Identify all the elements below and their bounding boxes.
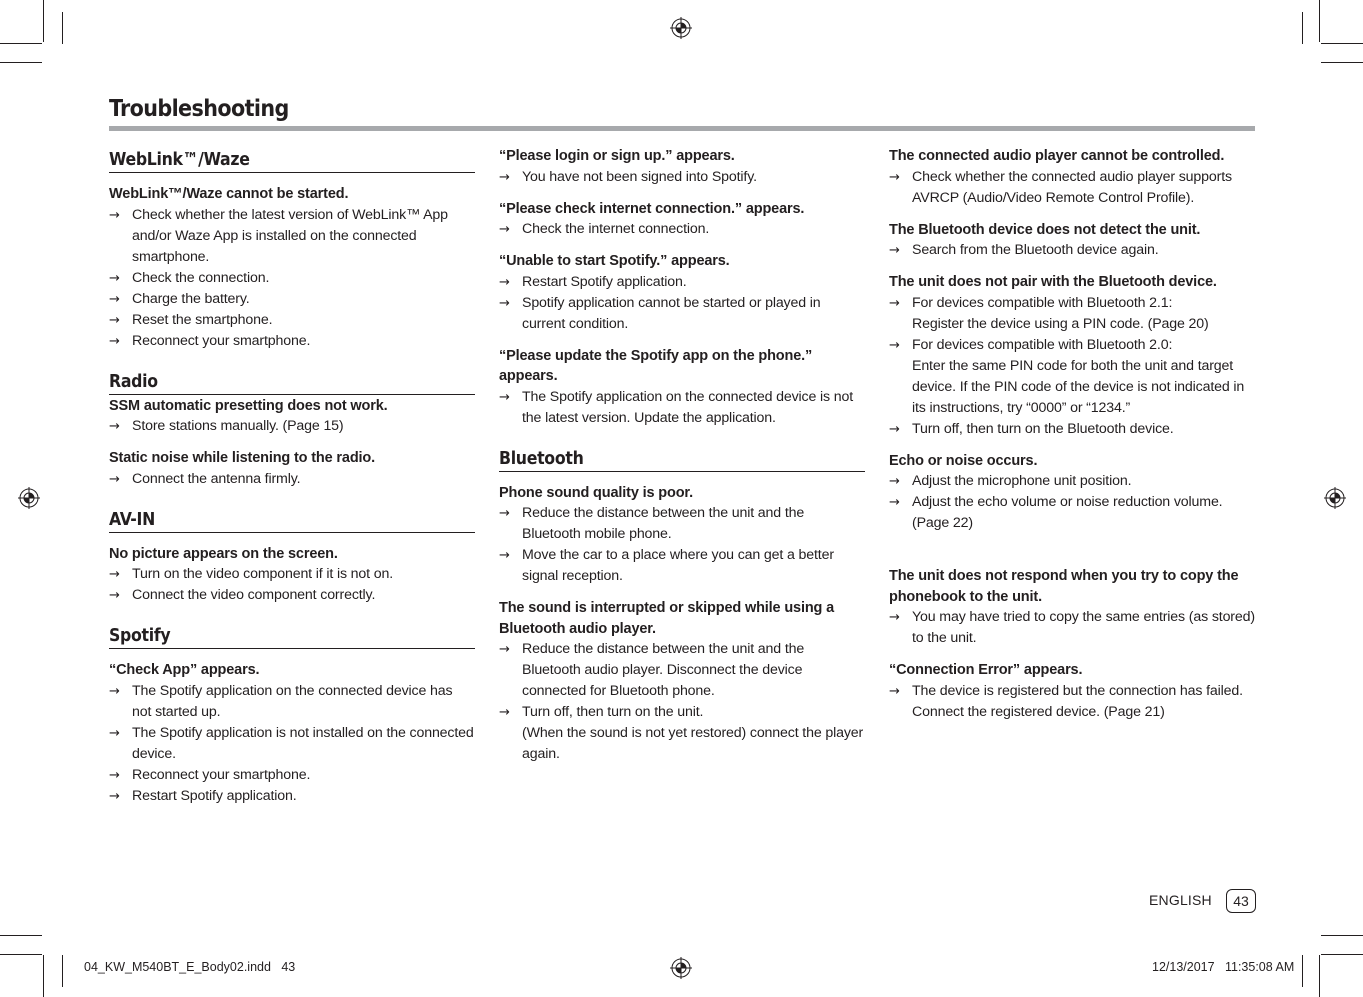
page-number: 43 xyxy=(1226,889,1256,913)
solution-text: The device is registered but the connection has failed. Connect the registered device. (Page 21) xyxy=(912,682,1243,720)
arrow-icon: → xyxy=(889,169,900,185)
solution-text: Spotify application cannot be started or played in current condition. xyxy=(522,294,821,332)
issue xyxy=(499,483,865,588)
footer-language: ENGLISH xyxy=(1149,892,1212,908)
arrow-icon: → xyxy=(499,642,510,657)
solution-text: Reconnect your smartphone. xyxy=(132,332,311,349)
issue-title: SSM automatic presetting does not work. xyxy=(109,397,388,414)
solution-item xyxy=(889,492,1255,534)
solution-text: Reduce the distance between the unit and the Bluetooth mobile phone. xyxy=(522,505,805,542)
section-av-in xyxy=(109,506,475,607)
solution-text: Restart Spotify application. xyxy=(132,787,297,804)
solution-text: Turn off, then turn on the unit. xyxy=(522,704,704,720)
issue xyxy=(889,272,1255,440)
issue xyxy=(889,146,1255,209)
crop-mark xyxy=(62,12,63,44)
issue-title: The connected audio player cannot be controlled. xyxy=(889,148,1225,164)
issue xyxy=(889,660,1255,723)
issue-title: Echo or noise occurs. xyxy=(889,452,1038,469)
section-heading: Bluetooth xyxy=(499,445,865,472)
registration-mark-icon xyxy=(670,957,692,979)
solution-text: Check whether the latest version of WebLink™ App and/or Waze App is installed on the connected smartphone. xyxy=(132,206,448,265)
arrow-icon: → xyxy=(499,506,510,521)
arrow-icon: → xyxy=(499,222,510,237)
solution-item xyxy=(109,681,475,723)
solution-item xyxy=(499,639,865,702)
arrow-icon: → xyxy=(889,610,900,625)
issue xyxy=(109,448,475,490)
solution-item xyxy=(499,167,865,188)
solution-item xyxy=(499,545,865,587)
arrow-icon: → xyxy=(109,333,120,349)
issue-title: The unit does not pair with the Bluetooth device. xyxy=(889,274,1217,290)
issue-title: “Connection Error” appears. xyxy=(889,662,1083,678)
solution-text: Adjust the microphone unit position. xyxy=(912,473,1132,489)
column-1 xyxy=(109,146,475,823)
issue xyxy=(889,451,1255,535)
solution-item xyxy=(499,702,865,765)
solution-item xyxy=(109,723,475,765)
arrow-icon: → xyxy=(499,548,510,563)
issue xyxy=(889,566,1255,649)
registration-mark-icon xyxy=(18,487,40,509)
crop-mark xyxy=(1321,62,1363,63)
crop-mark xyxy=(43,0,44,42)
solution-item xyxy=(889,335,1255,419)
solution-text: For devices compatible with Bluetooth 2.1: xyxy=(912,294,1173,311)
solution-text: Check whether the connected audio player supports AVRCP (Audio/Video Remote Control Profile). xyxy=(912,168,1232,206)
solution-text: Connect the antenna firmly. xyxy=(132,470,301,487)
solution-item xyxy=(109,786,475,807)
crop-mark xyxy=(0,935,42,936)
arrow-icon: → xyxy=(109,588,120,603)
arrow-icon: → xyxy=(499,295,510,311)
arrow-icon: → xyxy=(889,474,900,489)
solution-item xyxy=(889,167,1255,209)
issue-title: “Please check internet connection.” appears. xyxy=(499,200,805,217)
arrow-icon: → xyxy=(109,683,120,699)
arrow-icon: → xyxy=(889,495,900,510)
solution-text: The Spotify application on the connected device has not started up. xyxy=(132,682,453,720)
arrow-icon: → xyxy=(499,705,510,720)
title-rule xyxy=(109,126,1255,131)
crop-mark xyxy=(62,955,63,987)
solution-item xyxy=(109,585,475,606)
solution-text: Check the internet connection. xyxy=(522,221,710,237)
issue-title: Phone sound quality is poor. xyxy=(499,484,693,501)
issue-title: “Unable to start Spotify.” appears. xyxy=(499,253,730,269)
solution-text: Reduce the distance between the unit and the Bluetooth audio player. Disconnect the device connected for Bluetooth phone. xyxy=(522,641,805,699)
solution-text: Adjust the echo volume or noise reduction volume. (Page 22) xyxy=(912,494,1223,531)
slug-filename: 04_KW_M540BT_E_Body02.indd 43 xyxy=(84,960,296,974)
section-spotify xyxy=(109,622,475,807)
solution-item xyxy=(109,268,475,289)
arrow-icon: → xyxy=(109,270,120,286)
solution-text: Restart Spotify application. xyxy=(522,273,687,290)
section-radio xyxy=(109,368,475,490)
solution-item xyxy=(109,205,475,268)
solution-item xyxy=(499,503,865,545)
section-heading: WebLink™/Waze xyxy=(109,146,475,173)
arrow-icon: → xyxy=(109,725,120,741)
solution-text: Reset the smartphone. xyxy=(132,311,273,328)
solution-text: Register the device using a PIN code. (Page 20) xyxy=(912,315,1209,332)
arrow-icon: → xyxy=(109,767,120,783)
section-bluetooth xyxy=(499,445,865,766)
arrow-icon: → xyxy=(109,207,120,223)
issue xyxy=(109,396,475,438)
solution-text: Turn off, then turn on the Bluetooth device. xyxy=(912,420,1174,437)
issue xyxy=(499,346,865,429)
arrow-icon: → xyxy=(889,421,900,437)
crop-mark xyxy=(1319,955,1320,997)
issue-title: The unit does not respond when you try to copy the phonebook to the unit. xyxy=(889,568,1239,605)
section-weblink xyxy=(109,146,475,352)
solution-text: Check the connection. xyxy=(132,269,270,286)
issue-title: “Please update the Spotify app on the phone.” appears. xyxy=(499,347,813,384)
arrow-icon: → xyxy=(109,788,120,804)
crop-mark xyxy=(0,43,42,44)
solution-item xyxy=(109,310,475,331)
solution-text: Search from the Bluetooth device again. xyxy=(912,242,1159,258)
solution-text: The Spotify application is not installed on the connected device. xyxy=(132,724,474,762)
crop-mark xyxy=(43,955,44,997)
issue-title: The Bluetooth device does not detect the unit. xyxy=(889,221,1201,238)
registration-mark-icon xyxy=(670,17,692,39)
issue-title: WebLink™/Waze cannot be started. xyxy=(109,186,349,202)
column-2 xyxy=(499,146,865,781)
crop-mark xyxy=(0,954,42,955)
solution-text: Move the car to a place where you can get a better signal reception. xyxy=(522,547,834,584)
issue xyxy=(499,146,865,188)
issue-title: “Please login or sign up.” appears. xyxy=(499,148,735,164)
solution-text: For devices compatible with Bluetooth 2.0: xyxy=(912,336,1173,353)
section-heading: Spotify xyxy=(109,622,475,649)
crop-mark xyxy=(1302,12,1303,44)
registration-mark-icon xyxy=(1324,487,1346,509)
arrow-icon: → xyxy=(109,312,120,328)
arrow-icon: → xyxy=(499,389,510,405)
arrow-icon: → xyxy=(499,169,510,185)
issue xyxy=(499,251,865,335)
solution-item xyxy=(499,272,865,293)
issue-title: The sound is interrupted or skipped while using a Bluetooth audio player. xyxy=(499,600,835,637)
arrow-icon: → xyxy=(109,471,120,487)
solution-text: Enter the same PIN code for both the unit and target device. If the PIN code of the device is not indicated in its instructions, try “0000” or “1234.” xyxy=(912,357,1245,416)
issue xyxy=(889,220,1255,262)
solution-item xyxy=(499,293,865,335)
solution-note: (When the sound is not yet restored) connect the player again. xyxy=(522,725,864,762)
issue-title: Static noise while listening to the radio. xyxy=(109,450,376,466)
arrow-icon: → xyxy=(889,243,900,258)
solution-text: You may have tried to copy the same entries (as stored) to the unit. xyxy=(912,609,1255,646)
section-heading: Radio xyxy=(109,368,475,395)
issue xyxy=(109,184,475,352)
crop-mark xyxy=(1302,955,1303,987)
issue xyxy=(109,544,475,607)
solution-text: Connect the video component correctly. xyxy=(132,587,376,603)
solution-item xyxy=(499,219,865,240)
issue xyxy=(109,660,475,807)
issue-title: “Check App” appears. xyxy=(109,662,260,678)
arrow-icon: → xyxy=(889,337,900,353)
issue-title: No picture appears on the screen. xyxy=(109,545,338,562)
solution-item xyxy=(109,331,475,352)
crop-mark xyxy=(1321,935,1363,936)
spacer xyxy=(889,545,1255,566)
solution-item xyxy=(889,471,1255,492)
solution-item xyxy=(109,564,475,585)
solution-item xyxy=(889,607,1255,649)
section-heading: AV-IN xyxy=(109,506,475,533)
issue xyxy=(499,598,865,765)
arrow-icon: → xyxy=(109,419,120,434)
issue xyxy=(499,199,865,241)
solution-item xyxy=(109,765,475,786)
solution-item xyxy=(889,240,1255,261)
solution-item xyxy=(109,469,475,490)
arrow-icon: → xyxy=(109,291,120,307)
slug-timestamp: 12/13/2017 11:35:08 AM xyxy=(1152,960,1295,974)
crop-mark xyxy=(0,62,42,63)
solution-item xyxy=(109,289,475,310)
solution-text: The Spotify application on the connected device is not the latest version. Update the application. xyxy=(522,388,854,426)
solution-item xyxy=(889,419,1255,440)
page-title: Troubleshooting xyxy=(109,96,289,122)
arrow-icon: → xyxy=(889,683,900,699)
solution-text: Charge the battery. xyxy=(132,290,250,307)
arrow-icon: → xyxy=(889,295,900,311)
solution-text: Store stations manually. (Page 15) xyxy=(132,418,344,434)
column-3 xyxy=(889,146,1255,734)
solution-item xyxy=(889,681,1255,723)
crop-mark xyxy=(1321,954,1363,955)
solution-text: Reconnect your smartphone. xyxy=(132,766,311,783)
solution-item xyxy=(889,293,1255,335)
arrow-icon: → xyxy=(499,274,510,290)
solution-item xyxy=(499,387,865,429)
solution-text: You have not been signed into Spotify. xyxy=(522,168,757,185)
solution-item xyxy=(109,416,475,437)
solution-text: Turn on the video component if it is not on. xyxy=(132,566,394,582)
arrow-icon: → xyxy=(109,567,120,582)
crop-mark xyxy=(1321,43,1363,44)
crop-mark xyxy=(1319,0,1320,42)
